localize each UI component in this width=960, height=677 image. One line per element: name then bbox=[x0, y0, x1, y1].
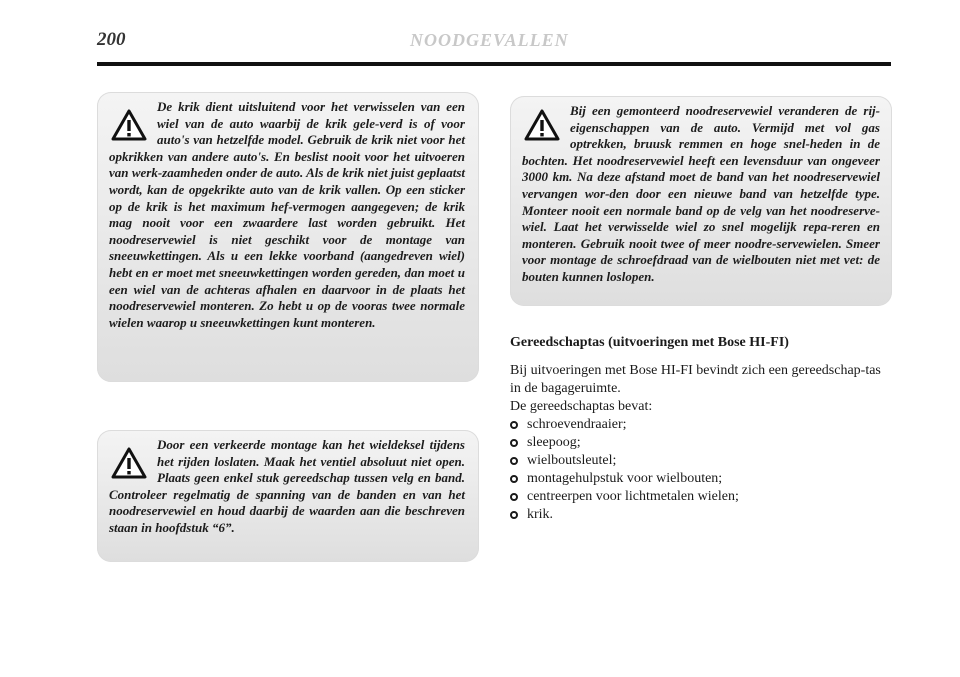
bullet-circle-icon bbox=[510, 439, 518, 447]
warning-text-jack: De krik dient uitsluitend voor het verwisselen van een wiel van de auto waarbij de krik gele-verd is of voor auto's van hetzelfde model. Gebruik de krik niet voor het opkrikken van andere auto's. En beslist nooit voor het uitvoeren van werk-zaamheden onder de auto. Als de krik niet juist geplaatst wordt, kan de opgekrikte auto van de krik vallen. Op een sticker op de krik is het maximum hef-vermogen aangegeven; de krik mag nooit voor een zwaardere last worden gebruikt. Het noodreservewiel is niet geschikt voor de montage van sneeuwkettingen. Als u een lekke voorband (aangedreven wiel) hebt en er moet met sneeuwkettingen worden gereden, dan moet u een wiel van de achteras afhalen en daarvoor in de plaats het noodreservewiel monteren. Zo hebt u op de vooras twee normale wielen waarop u sneeuwkettingen kunt monteren. bbox=[109, 99, 465, 330]
page-number: 200 bbox=[97, 29, 126, 50]
list-item: centreerpen voor lichtmetalen wielen; bbox=[510, 488, 892, 506]
toolkit-heading: Gereedschaptas (uitvoeringen met Bose HI-FI) bbox=[510, 335, 789, 350]
warning-box-spare-wheel bbox=[510, 96, 892, 306]
bullet-circle-icon bbox=[510, 421, 518, 429]
list-item: schroevendraaier; bbox=[510, 416, 892, 434]
header-rule bbox=[97, 62, 891, 66]
list-item: krik. bbox=[510, 506, 892, 524]
warning-text-spare-wheel: Bij een gemonteerd noodreservewiel veranderen de rij-eigenschappen van de auto. Vermijd met vol gas optrekken, bruusk remmen en hoge snel-heden in de bochten. Het noodreservewiel heeft een levensduur van ongeveer 3000 km. Na deze afstand moet de band van het noodreservewiel vervangen wor-den door een nieuwe band van hetzelfde type. Monteer nooit een normale band op de velg van het noodreserve-wiel. Laat het verwisselde wiel zo snel mogelijk repa-reren en monteren. Gebruik nooit twee of meer noodre-servewielen. Smeer voor montage de schroefdraad van de wielbouten niet met vet: de bouten kunnen loslopen. bbox=[522, 103, 880, 284]
list-item: montagehulpstuk voor wielbouten; bbox=[510, 470, 892, 488]
bullet-circle-icon bbox=[510, 493, 518, 501]
toolkit-list bbox=[510, 416, 892, 524]
bullet-circle-icon bbox=[510, 457, 518, 465]
bullet-circle-icon bbox=[510, 511, 518, 519]
list-item: sleepoog; bbox=[510, 434, 892, 452]
warning-box-wheel-cover bbox=[97, 430, 479, 562]
warning-text-wheel-cover: Door een verkeerde montage kan het wieldeksel tijdens het rijden loslaten. Maak het ventiel absoluut niet open. Plaats geen enkel stuk gereedschap tussen velg en band. Controleer regelmatig de spanning van de banden en van het noodreservewiel en houd daarbij de waarden aan die beschreven staan in hoofdstuk “6”. bbox=[109, 437, 465, 535]
bullet-circle-icon bbox=[510, 475, 518, 483]
toolkit-body bbox=[510, 362, 892, 524]
toolkit-contents-label: De gereedschaptas bevat: bbox=[510, 399, 653, 414]
list-item: wielboutsleutel; bbox=[510, 452, 892, 470]
warning-box-jack bbox=[97, 92, 479, 382]
section-title: NOODGEVALLEN bbox=[410, 30, 569, 50]
toolkit-intro: Bij uitvoeringen met Bose HI-FI bevindt zich een gereedschap-tas in de bagageruimte. bbox=[510, 363, 881, 396]
